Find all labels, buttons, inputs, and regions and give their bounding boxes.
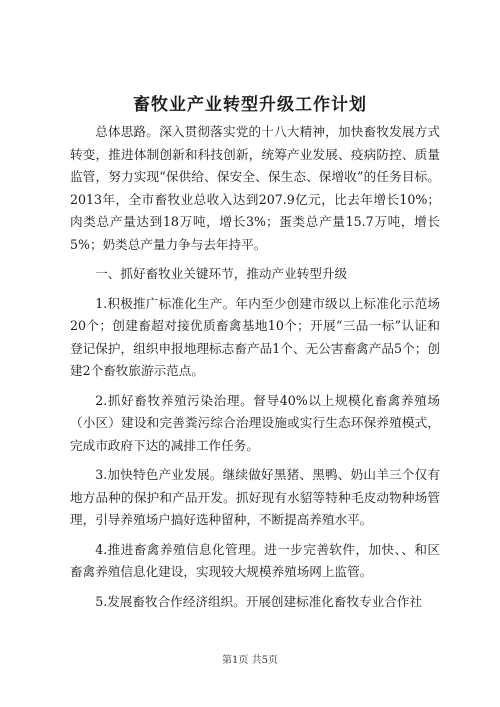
paragraph-item-2: 2.抓好畜牧养殖污染治理。督导40%以上规模化畜禽养殖场（小区）建设和完善粪污综合治理设施或实行生态环保养殖模式，完成市政府下达的减排工作任务。 bbox=[70, 392, 440, 453]
document-title: 畜牧业产业转型升级工作计划 bbox=[133, 95, 367, 115]
document-body bbox=[70, 121, 440, 613]
paragraph-item-4: 4.推进畜禽养殖信息化管理。进一步完善软件，加快、、和区畜禽养殖信息化建设，实现较大规模养殖场网上监管。 bbox=[70, 541, 440, 579]
paragraph-item-5: 5.发展畜牧合作经济组织。开展创建标准化畜牧专业合作社 bbox=[95, 593, 423, 609]
section-heading-1: 一、抓好畜牧业关键环节，推动产业转型升级 bbox=[95, 266, 348, 281]
paragraph-overview: 总体思路。深入贯彻落实党的十八大精神，加快畜牧发展方式转变，推进体制创新和科技创新，统筹产业发展、疫病防控、质量监管，努力实现“保供给、保安全、保生态、保增收”的任务目标。2013年，全市畜牧业总收入达到207.9亿元，比去年增长10%；肉类总产量达到18万吨，增长3%；蛋类总产量15.7万吨，增长5%；奶类总产量力争与去年持平。 bbox=[70, 124, 440, 252]
paragraph-item-1: 1.积极推广标准化生产。年内至少创建市级以上标准化示范场20个；创建畜超对接优质畜禽基地10个；开展“三品一标”认证和登记保护，组织申报地理标志畜产品1个、无公害畜禽产品5个；创建2个畜牧旅游示范点。 bbox=[70, 295, 440, 378]
page-number-footer: 第1页 共5页 bbox=[222, 655, 278, 666]
paragraph-item-3: 3.加快特色产业发展。继续做好黑猪、黑鸭、奶山羊三个仅有地方品种的保护和产品开发。抓好现有水貂等特种毛皮动物种场管理，引导养殖场户搞好选种留种，不断提高养殖水平。 bbox=[70, 467, 440, 527]
